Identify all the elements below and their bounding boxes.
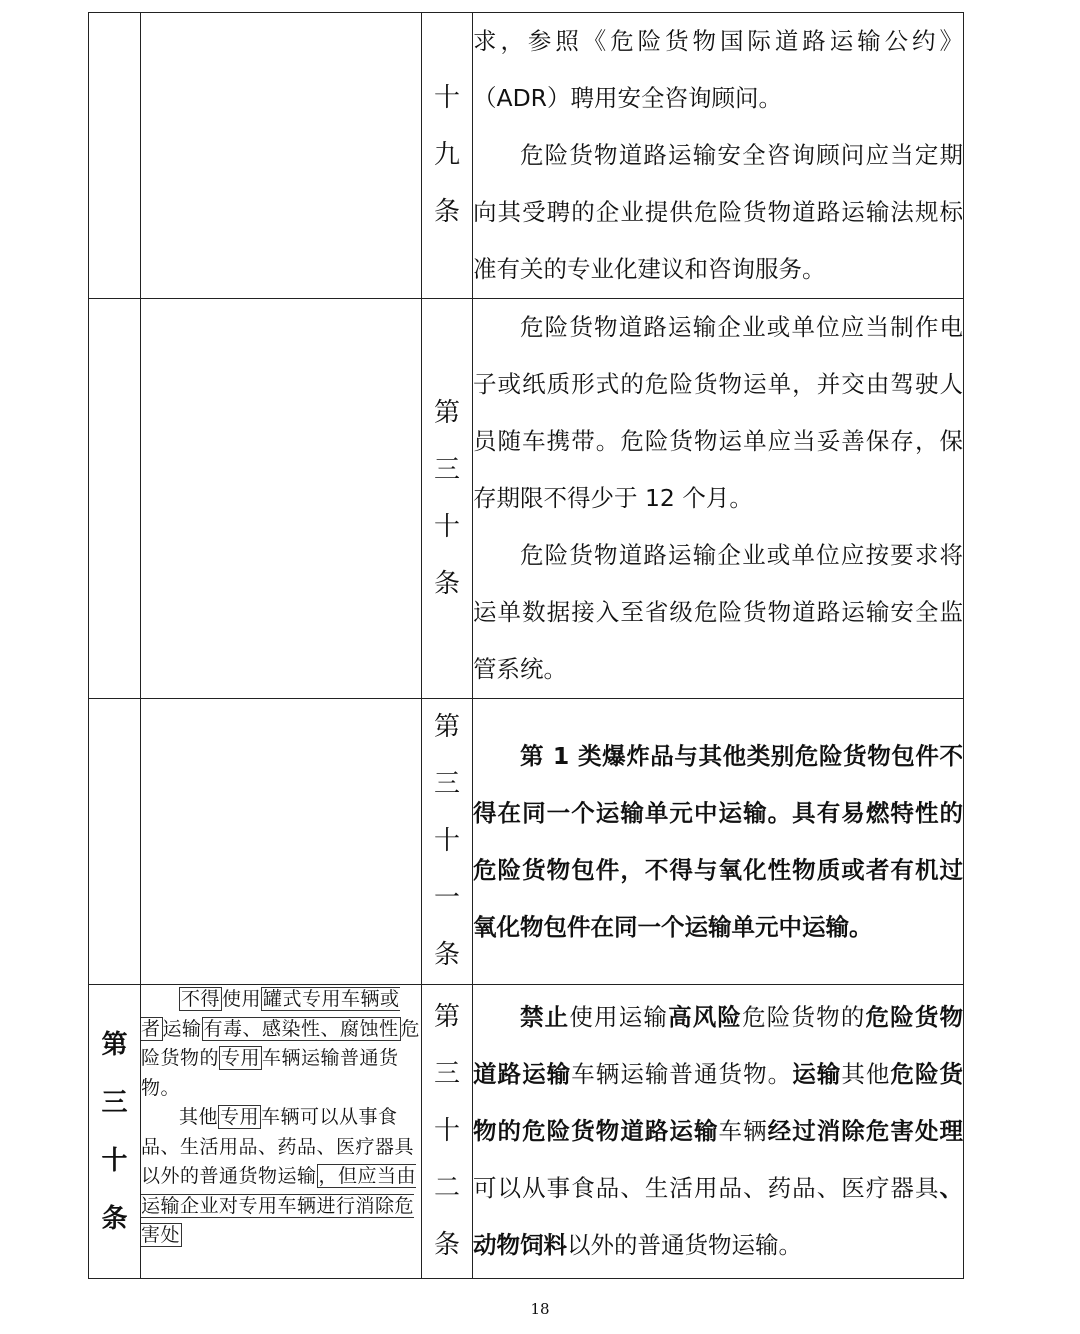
old-text-cell [141, 13, 422, 299]
new-text-cell [473, 299, 964, 699]
deleted-mark: 专用 [220, 1106, 260, 1128]
article-char: 条 [433, 940, 460, 970]
text-run: 、动物饲料 [473, 1174, 963, 1259]
paragraph: 危险货物道路运输企业或单位应按要求将运单数据接入至省级危险货物道路运输安全监管系统。 [473, 541, 963, 683]
article-char: 十 [433, 826, 460, 856]
new-text-cell [473, 985, 964, 1279]
table-row [89, 699, 964, 985]
text-run: 车辆运输普通货物。 [141, 1047, 399, 1099]
article-char: 三 [101, 1087, 128, 1118]
table-row [89, 985, 964, 1279]
comparison-table [88, 12, 964, 1279]
article-char: 三 [433, 1059, 460, 1089]
paragraph: 危险货物道路运输安全咨询顾问应当定期向其受聘的企业提供危险货物道路运输法规标准有关的专业化建议和咨询服务。 [473, 141, 963, 283]
article-char: 三 [433, 769, 460, 799]
text-run: 以外的普通货物运输。 [567, 1231, 802, 1259]
old-article-cell [89, 699, 141, 985]
article-char: 三 [433, 454, 460, 485]
deleted-mark: 专用 [221, 1047, 261, 1069]
article-char: 十 [101, 1145, 128, 1176]
table-row [89, 13, 964, 299]
article-char: 第 [433, 712, 460, 742]
new-text-cell [473, 699, 964, 985]
paragraph [141, 985, 421, 1103]
old-text-cell [141, 985, 422, 1279]
text-run: 禁止 [520, 1003, 570, 1031]
new-article-cell [422, 299, 473, 699]
text-run: 可以从事食品、生活用品、药品、医疗器具 [473, 1174, 940, 1202]
new-article-cell [422, 985, 473, 1279]
page-number: 18 [530, 1300, 550, 1318]
text-run: 使用 [222, 988, 262, 1010]
article-char: 一 [433, 883, 460, 913]
table-row [89, 299, 964, 699]
article-char: 九 [433, 140, 460, 170]
paragraph: 求，参照《危险货物国际道路运输公约》（ADR）聘用安全咨询顾问。 [473, 27, 963, 112]
text-run: 其他 [841, 1060, 891, 1088]
article-char: 第 [433, 1002, 460, 1032]
text-run: 使用运输 [569, 1003, 669, 1031]
text-run: 运输 [792, 1060, 842, 1088]
new-article-cell [422, 699, 473, 985]
deleted-mark: 有毒、感染性、腐蚀性 [203, 1017, 399, 1040]
old-text-cell [141, 699, 422, 985]
old-text-cell [141, 299, 422, 699]
article-char: 十 [433, 83, 460, 113]
paragraph [473, 989, 963, 1274]
old-article-cell [89, 299, 141, 699]
article-char: 十 [433, 511, 460, 542]
text-run: 危险货物的危险货物道路运输 [473, 1060, 964, 1145]
text-run: 其他 [179, 1106, 219, 1128]
article-char: 条 [433, 568, 460, 599]
text-run: 车辆 [718, 1117, 768, 1145]
text-run: 高风险 [668, 1003, 743, 1031]
deleted-mark: 不得 [181, 988, 221, 1010]
text-run: 危险货物的 [742, 1003, 866, 1031]
old-article-cell [89, 13, 141, 299]
paragraph [141, 1103, 421, 1251]
paragraph: 危险货物道路运输企业或单位应当制作电子或纸质形式的危险货物运单，并交由驾驶人员随车携带。危险货物运单应当妥善保存，保存期限不得少于 12 个月。 [473, 313, 963, 512]
new-text-cell [473, 13, 964, 299]
text-run: 运输 [162, 1017, 202, 1040]
deleted-mark: 罐式专用车辆或者 [141, 988, 400, 1040]
article-char: 二 [433, 1173, 460, 1203]
text-run: 危险货物道路运输 [473, 1003, 964, 1088]
text-run: 车辆可以从事食品、生活用品、药品、医疗器具以外的普通货物运输 [141, 1106, 415, 1187]
article-char: 十 [433, 1116, 460, 1146]
article-char: 第 [433, 397, 460, 428]
article-char: 条 [101, 1203, 128, 1234]
paragraph: 第 1 类爆炸品与其他类别危险货物包件不得在同一个运输单元中运输。具有易燃特性的危险货物包件，不得与氧化性物质或者有机过氧化物包件在同一个运输单元中运输。 [473, 741, 963, 941]
article-char: 条 [433, 197, 460, 227]
deleted-mark: ，但应当由运输企业对专用车辆进行消除危害处 [141, 1165, 417, 1246]
new-article-cell [422, 13, 473, 299]
article-char: 第 [101, 1029, 128, 1060]
article-char: 条 [433, 1230, 460, 1260]
text-run: 车辆运输普通货物。 [571, 1060, 793, 1088]
text-run: 危险货物的 [141, 1017, 421, 1069]
text-run: 经过消除危害处理 [767, 1117, 964, 1145]
old-article-cell [89, 985, 141, 1279]
